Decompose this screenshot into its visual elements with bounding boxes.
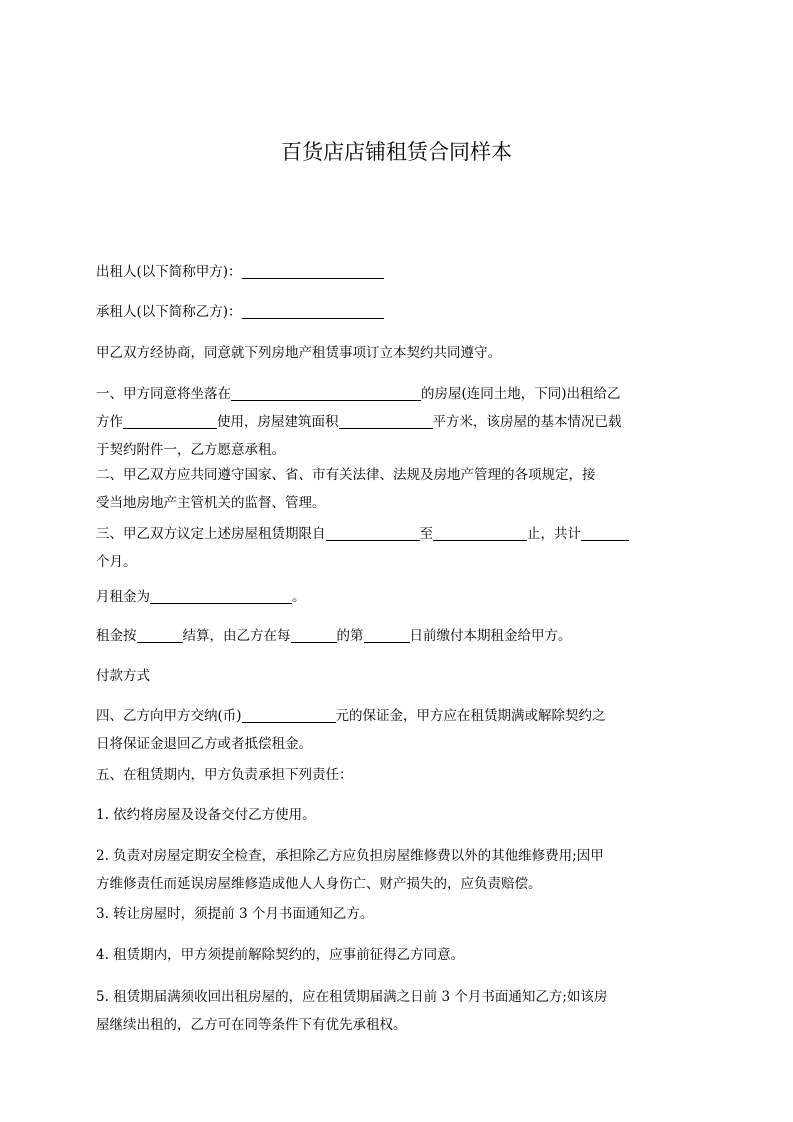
paragraph-line (96, 730, 702, 758)
paragraph-text: 付款方式 (96, 668, 150, 684)
paragraph-line (96, 900, 702, 928)
fill-in-blank (339, 410, 433, 429)
paragraph-line (96, 408, 702, 436)
document-title: 百货店店铺租赁合同样本 (281, 140, 512, 164)
paragraph-text: 出租人(以下简称甲方)： (96, 264, 242, 280)
paragraph-line (96, 489, 702, 517)
fill-in-blank (242, 704, 336, 723)
paragraph-text: 5. 租赁期届满须收回出租房屋的，应在租赁期届满之日前 3 个月书面通知乙方;如该房 (96, 989, 608, 1005)
paragraph-text: 五、在租赁期内，甲方负责承担下列责任： (96, 767, 353, 783)
paragraph-line (96, 339, 702, 367)
paragraph-line (96, 801, 702, 829)
paragraph-text: 方作 (96, 414, 123, 430)
paragraph-line (96, 702, 702, 730)
paragraph-text: 3. 转让房屋时，须提前 3 个月书面通知乙方。 (96, 906, 374, 922)
paragraph-text: 租金按 (96, 628, 137, 644)
paragraph-text: 至 (419, 526, 433, 542)
paragraph-line (96, 761, 702, 789)
paragraph-text: 承租人(以下简称乙方)： (96, 304, 242, 320)
paragraph-line (96, 583, 702, 611)
paragraph-text: 于契约附件一，乙方愿意承租。 (96, 442, 285, 458)
fill-in-blank (137, 624, 183, 643)
paragraph-text: 元的保证金，甲方应在租赁期满或解除契约之 (335, 708, 606, 724)
paragraph-line (96, 983, 702, 1011)
paragraph-line (96, 622, 702, 650)
paragraph-line (96, 461, 702, 489)
fill-in-blank (242, 300, 384, 319)
paragraph-text: 使用，房屋建筑面积 (217, 414, 339, 430)
paragraph-text: 甲乙双方经协商，同意就下列房地产租赁事项订立本契约共同遵守。 (96, 345, 501, 361)
fill-in-blank (242, 260, 384, 279)
paragraph-text: 月租金为 (96, 589, 150, 605)
paragraph-text: 结算，由乙方在每 (182, 628, 291, 644)
paragraph-text: 平方米，该房屋的基本情况已载 (432, 414, 622, 430)
fill-in-blank (581, 522, 629, 541)
fill-in-blank (123, 410, 217, 429)
paragraph-line (96, 436, 702, 464)
fill-in-blank (231, 382, 421, 401)
fill-in-blank (150, 585, 292, 604)
paragraph-line (96, 1011, 702, 1039)
paragraph-line (96, 662, 702, 690)
paragraph-text: 的房屋(连同土地，下同)出租给乙 (421, 386, 621, 402)
paragraph-text: 的第 (336, 628, 364, 644)
fill-in-blank (433, 522, 527, 541)
paragraph-text: 止，共计 (527, 526, 581, 542)
fill-in-blank (364, 624, 410, 643)
paragraph-text: 4. 租赁期内，甲方须提前解除契约的，应事前征得乙方同意。 (96, 947, 465, 963)
paragraph-text: 屋继续出租的，乙方可在同等条件下有优先承租权。 (96, 1017, 407, 1033)
fill-in-blank (291, 624, 337, 643)
paragraph-text: 一、甲方同意将坐落在 (96, 386, 231, 402)
paragraph-text: 日前缴付本期租金给甲方。 (409, 628, 572, 644)
paragraph-line (96, 842, 702, 870)
paragraph-text: 。 (292, 589, 306, 605)
paragraph-text: 日将保证金退回乙方或者抵偿租金。 (96, 736, 312, 752)
paragraph-line (96, 298, 702, 326)
paragraph-text: 个月。 (96, 554, 137, 570)
paragraph-text: 受当地房地产主管机关的监督、管理。 (96, 495, 326, 511)
paragraph-line (96, 941, 702, 969)
paragraph-line (96, 548, 702, 576)
paragraph-text: 二、甲乙双方应共同遵守国家、省、市有关法律、法规及房地产管理的各项规定，接 (96, 467, 596, 483)
paragraph-text: 三、甲乙双方议定上述房屋租赁期限自 (96, 526, 326, 542)
fill-in-blank (326, 522, 420, 541)
paragraph-text: 2. 负责对房屋定期安全检查，承担除乙方应负担房屋维修费以外的其他维修费用;因甲 (96, 848, 604, 864)
paragraph-text: 四、乙方向甲方交纳(币) (96, 708, 242, 724)
paragraph-text: 方维修责任而延误房屋维修造成他人人身伤亡、财产损失的，应负责赔偿。 (96, 876, 542, 892)
paragraph-line (96, 520, 702, 548)
paragraph-text: 1. 依约将房屋及设备交付乙方使用。 (96, 807, 316, 823)
paragraph-line (96, 870, 702, 898)
paragraph-line (96, 258, 702, 286)
paragraph-line (96, 380, 702, 408)
